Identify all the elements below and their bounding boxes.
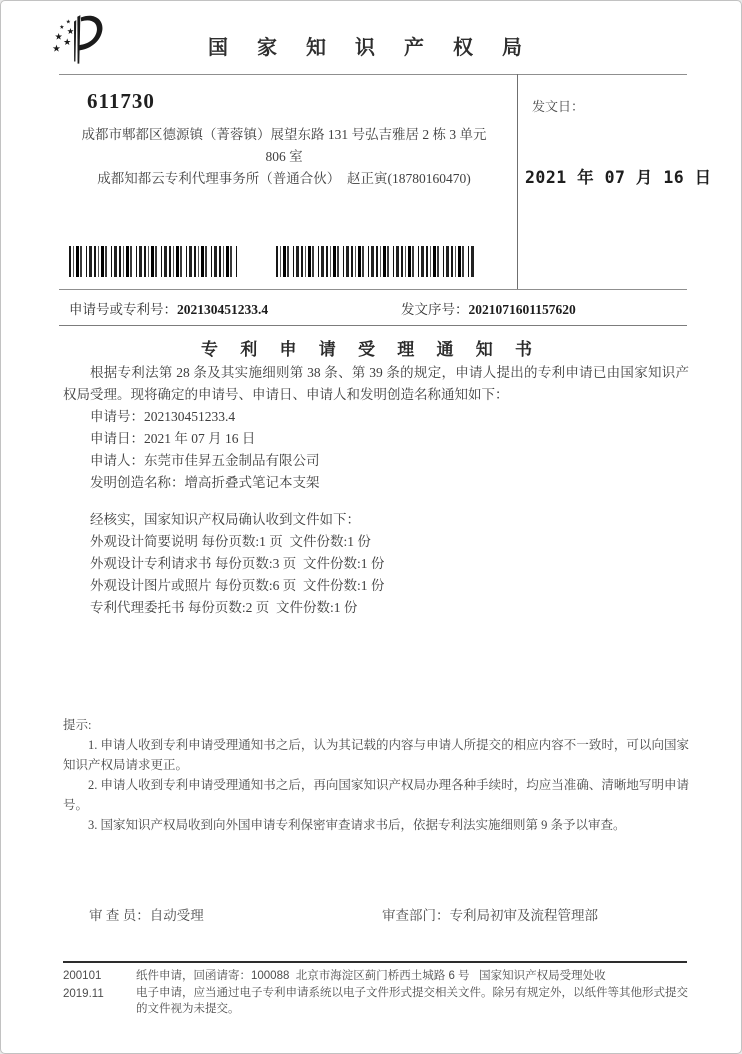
issue-box-divider [517, 74, 518, 289]
received-doc-3: 外观设计图片或照片 每份页数:6 页 文件份数:1 份 [90, 578, 385, 593]
barcode-left [69, 246, 239, 277]
recipient-line: 成都知都云专利代理事务所（普通合伙） 赵正寅(18780160470) [97, 171, 471, 186]
field-invention-title: 发明创造名称：增高折叠式笔记本支架 [90, 475, 320, 490]
header-rule [59, 74, 687, 75]
footer-form-code: 200101 [63, 970, 102, 982]
application-number-value: 202130451233.4 [177, 302, 269, 317]
serial-number-label: 发文序号： [401, 302, 469, 317]
received-doc-1: 外观设计简要说明 每份页数:1 页 文件份数:1 份 [90, 534, 371, 549]
application-number-label: 申请号或专利号： [69, 302, 177, 317]
field-application-no: 申请号：202130451233.4 [90, 409, 236, 424]
application-number [69, 298, 268, 318]
footer-note-electronic: 电子申请，应当通过电子专利申请系统以电子文件形式提交相关文件。除另有规定外，以纸件等其他形式提交的文件视为未提交。 [136, 986, 688, 1015]
agency-name: 国 家 知 识 产 权 局 [208, 37, 534, 59]
tips-section [63, 715, 689, 835]
received-doc-2: 外观设计专利请求书 每份页数:3 页 文件份数:1 份 [90, 556, 385, 571]
notice-body [63, 362, 689, 619]
serial-number [401, 298, 576, 318]
mailing-block [61, 89, 507, 190]
examiner-value: 自动受理 [149, 908, 204, 923]
serial-number-value: 2021071601157620 [468, 302, 576, 317]
examiner-label: 审 查 员： [89, 908, 150, 923]
issue-date-label: 发文日： [532, 99, 585, 114]
examiner [89, 904, 204, 924]
intro-paragraph: 根据专利法第 28 条及其实施细则第 38 条、第 39 条的规定，申请人提出的专利申请已由国家知识产权局受理。现将确定的申请号、申请日、申请人和发明创造名称通知如下： [63, 365, 689, 402]
issue-date-value: 2021 年 07 月 16 日 [525, 168, 712, 187]
tip-3: 3. 国家知识产权局收到向外国申请专利保密审查请求书后，依据专利法实施细则第 9 条予以审查。 [88, 818, 626, 832]
department-label: 审查部门： [382, 908, 450, 923]
department [382, 904, 598, 924]
notice-title: 专 利 申 请 受 理 通 知 书 [201, 340, 541, 359]
tip-1: 1. 申请人收到专利申请受理通知书之后，认为其记载的内容与申请人所提交的相应内容不一致时，可以向国家知识产权局请求更正。 [63, 738, 689, 772]
department-value: 专利局初审及流程管理部 [449, 908, 598, 923]
footer-form-revision: 2019.11 [63, 987, 104, 1000]
divider-above-numbers [59, 289, 687, 290]
tip-2: 2. 申请人收到专利申请受理通知书之后，再向国家知识产权局办理各种手续时，均应当准确、清晰地写明申请号。 [63, 778, 689, 812]
field-applicant: 申请人：东莞市佳昇五金制品有限公司 [90, 453, 320, 468]
address-line-1: 成都市郫都区德源镇（菁蓉镇）展望东路 131 号弘吉雅居 2 栋 3 单元 [81, 127, 487, 142]
address-line-2: 806 室 [265, 149, 303, 164]
postal-code: 611730 [87, 89, 155, 113]
footer-rule [63, 961, 687, 963]
field-application-date: 申请日：2021 年 07 月 16 日 [90, 431, 256, 446]
received-doc-4: 专利代理委托书 每份页数:2 页 文件份数:1 份 [90, 600, 358, 615]
barcode-right [276, 246, 476, 277]
divider-below-numbers [59, 325, 687, 326]
footer-form-codes [63, 968, 123, 1003]
footer-note-paper: 纸件申请，回函请寄：100088 北京市海淀区蓟门桥西土城路 6 号 国家知识产权局受理处收 [136, 970, 606, 982]
received-intro: 经核实，国家知识产权局确认收到文件如下： [90, 512, 360, 527]
tips-label: 提示: [63, 718, 92, 732]
footer-notes [136, 968, 689, 1018]
